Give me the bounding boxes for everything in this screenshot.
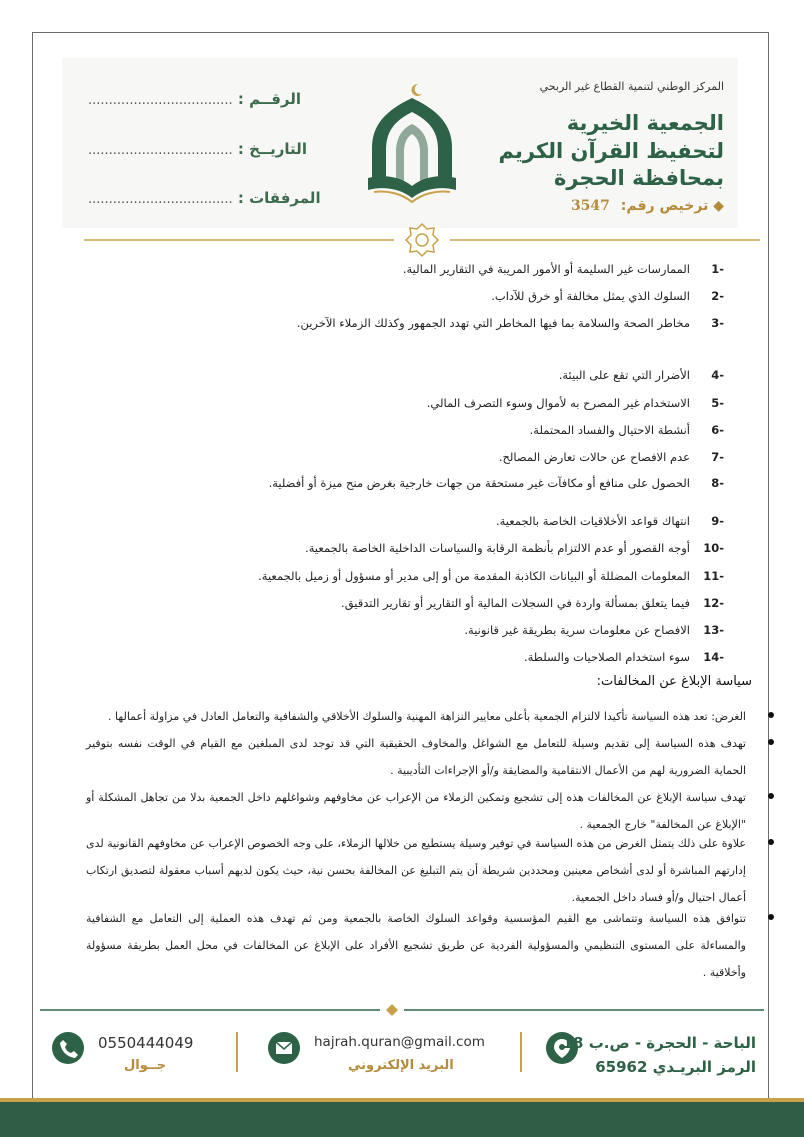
list-item: 1-الممارسات غير السليمة أو الأمور المريبة في التقارير المالية. (402, 262, 724, 276)
policy-paragraph: علاوة على ذلك يتمثل الغرض من هذه السياسة في توفير وسيلة يستطيع من خلالها الزملاء، على وجه الخصوص الإعراب عن مخاوفهم القانونية لدى إدارتهم المباشرة أو لدى أشخاص معينين ومحددين شريطة أن يتم التبليغ عن المخالفة بحسن نية، حيث يكون لديهم أسباب معقولة لتصديق ارتكاب أعمال احتيال و/أو فساد داخل الجمعية. (86, 830, 746, 911)
footer-green-band (0, 1102, 804, 1137)
license-diamond-icon: ◆ (713, 198, 724, 214)
bullet (768, 914, 774, 920)
list-item: 6-أنشطة الاحتيال والفساد المحتملة. (529, 423, 724, 437)
license-number: 3547 (570, 198, 610, 214)
org-name-1: الجمعية الخيرية (566, 111, 724, 135)
email-address: hajrah.quran@gmail.com (314, 1034, 485, 1050)
phone-icon (52, 1032, 84, 1064)
footer-separator (520, 1032, 522, 1072)
list-item: 14-سوء استخدام الصلاحيات والسلطة. (523, 650, 724, 664)
list-item: 3-مخاطر الصحة والسلامة بما فيها المخاطر التي تهدد الجمهور وكذلك الزملاء الآخرين. (296, 316, 724, 330)
address-line: الباحة - الحجرة - ص.ب 18 (562, 1034, 756, 1052)
attachments-field (88, 189, 321, 207)
date-dots: ................................... (88, 143, 233, 158)
policy-title: سياسة الإبلاغ عن المخالفات: (596, 674, 752, 689)
list-item: 11-المعلومات المضللة أو البيانات الكاذبة المقدمة من أو إلى مدير أو مسؤول أو زميل بالجمعية. (258, 569, 724, 583)
number-field (88, 90, 301, 108)
bullet (768, 839, 774, 845)
list-item: 9-انتهاك قواعد الأخلاقيات الخاصة بالجمعية. (495, 514, 724, 528)
policy-paragraph: تتوافق هذه السياسة وتتماشى مع القيم المؤسسية وقواعد السلوك الخاصة بالجمعية ومن ثم تهدف هذه العملية إلى التعامل مع الشفافية والمساءلة على المستوى التنظيمي والمسؤولية الفردية عن طريق تشجيع الأفراد على الإبلاغ عن المخالفات في محل العمل بطريقة مسؤولة وأخلاقية . (86, 905, 746, 986)
attachments-label: المرفقات : (237, 189, 321, 207)
footer-separator (236, 1032, 238, 1072)
list-item: 5-الاستخدام غير المصرح به لأموال وسوء التصرف المالي. (426, 396, 724, 410)
footer-phone (52, 1030, 212, 1080)
org-name-2: لتحفيظ القرآن الكريم (498, 139, 724, 163)
header-divider (84, 220, 760, 260)
bullet (768, 712, 774, 718)
footer-address (546, 1030, 756, 1080)
bullet (768, 793, 774, 799)
list-item: 13-الافصاح عن معلومات سرية بطريقة غير قانونية. (464, 623, 724, 637)
policy-paragraph: تهدف هذه السياسة إلى تقديم وسيلة للتعامل مع الشواغل والمخاوف الحقيقية التي قد توجد لدى المبلغين مع القيام في الوقت نفسه بتوفير الحماية الضرورية لهم من الأعمال الانتقامية والمضايقة و/أو الإجراءات التأديبية . (86, 730, 746, 784)
list-item: 12-فيما يتعلق بمسألة واردة في السجلات المالية أو التقارير أو تقارير التدقيق. (341, 596, 724, 610)
postal-code: الرمز البريـدي 65962 (595, 1058, 756, 1076)
email-label: البريد الإلكتروني (348, 1058, 454, 1073)
date-field (88, 140, 307, 158)
list-item: 8-الحصول على منافع أو مكافآت غير مستحقة من جهات خارجية بغرض منح ميزة أو أفضلية. (268, 476, 724, 490)
phone-label: جــوال (124, 1058, 167, 1073)
attachments-dots: ................................... (88, 192, 233, 207)
mail-icon (268, 1032, 300, 1064)
policy-paragraph: تهدف سياسة الإبلاغ عن المخالفات هذه إلى تشجيع وتمكين الزملاء من الإعراب عن مخاوفهم وشواغلهم داخل الجمعية بدلا من تجاهل المشكلة أو "الإبلاغ عن المخالفة" خارج الجمعية . (86, 784, 746, 838)
footer-email (268, 1030, 498, 1080)
license (571, 198, 724, 214)
license-label: ترخيص رقم: (620, 198, 709, 214)
bullet (768, 739, 774, 745)
policy-paragraph: الغرض: تعد هذه السياسة تأكيدا لالتزام الجمعية بأعلى معايير النزاهة المهنية والسلوك الأخلاقي والشفافية والتعامل العادل في مزاولة أعمالها . (86, 703, 746, 730)
footer-divider (40, 1004, 764, 1016)
number-label: الرقــم : (237, 90, 302, 108)
list-item: 7-عدم الافصاح عن حالات تعارض المصالح. (498, 450, 724, 464)
phone-number: 0550444049 (98, 1034, 194, 1052)
list-item: 2-السلوك الذي يمثل مخالفة أو خرق للآداب. (491, 289, 724, 303)
list-item: 10-أوجه القصور أو عدم الالتزام بأنظمة الرقابة والسياسات الداخلية الخاصة بالجمعية. (305, 541, 724, 555)
org-name-3: بمحافظة الحجرة (553, 166, 724, 190)
date-label: التاريــخ : (237, 140, 307, 158)
number-dots: ................................... (88, 93, 233, 108)
list-item: 4-الأضرار التي تقع على البيئة. (558, 368, 724, 382)
mosque-quran-logo (362, 78, 462, 208)
org-line: المركز الوطني لتنمية القطاع غير الربحي (539, 80, 724, 93)
